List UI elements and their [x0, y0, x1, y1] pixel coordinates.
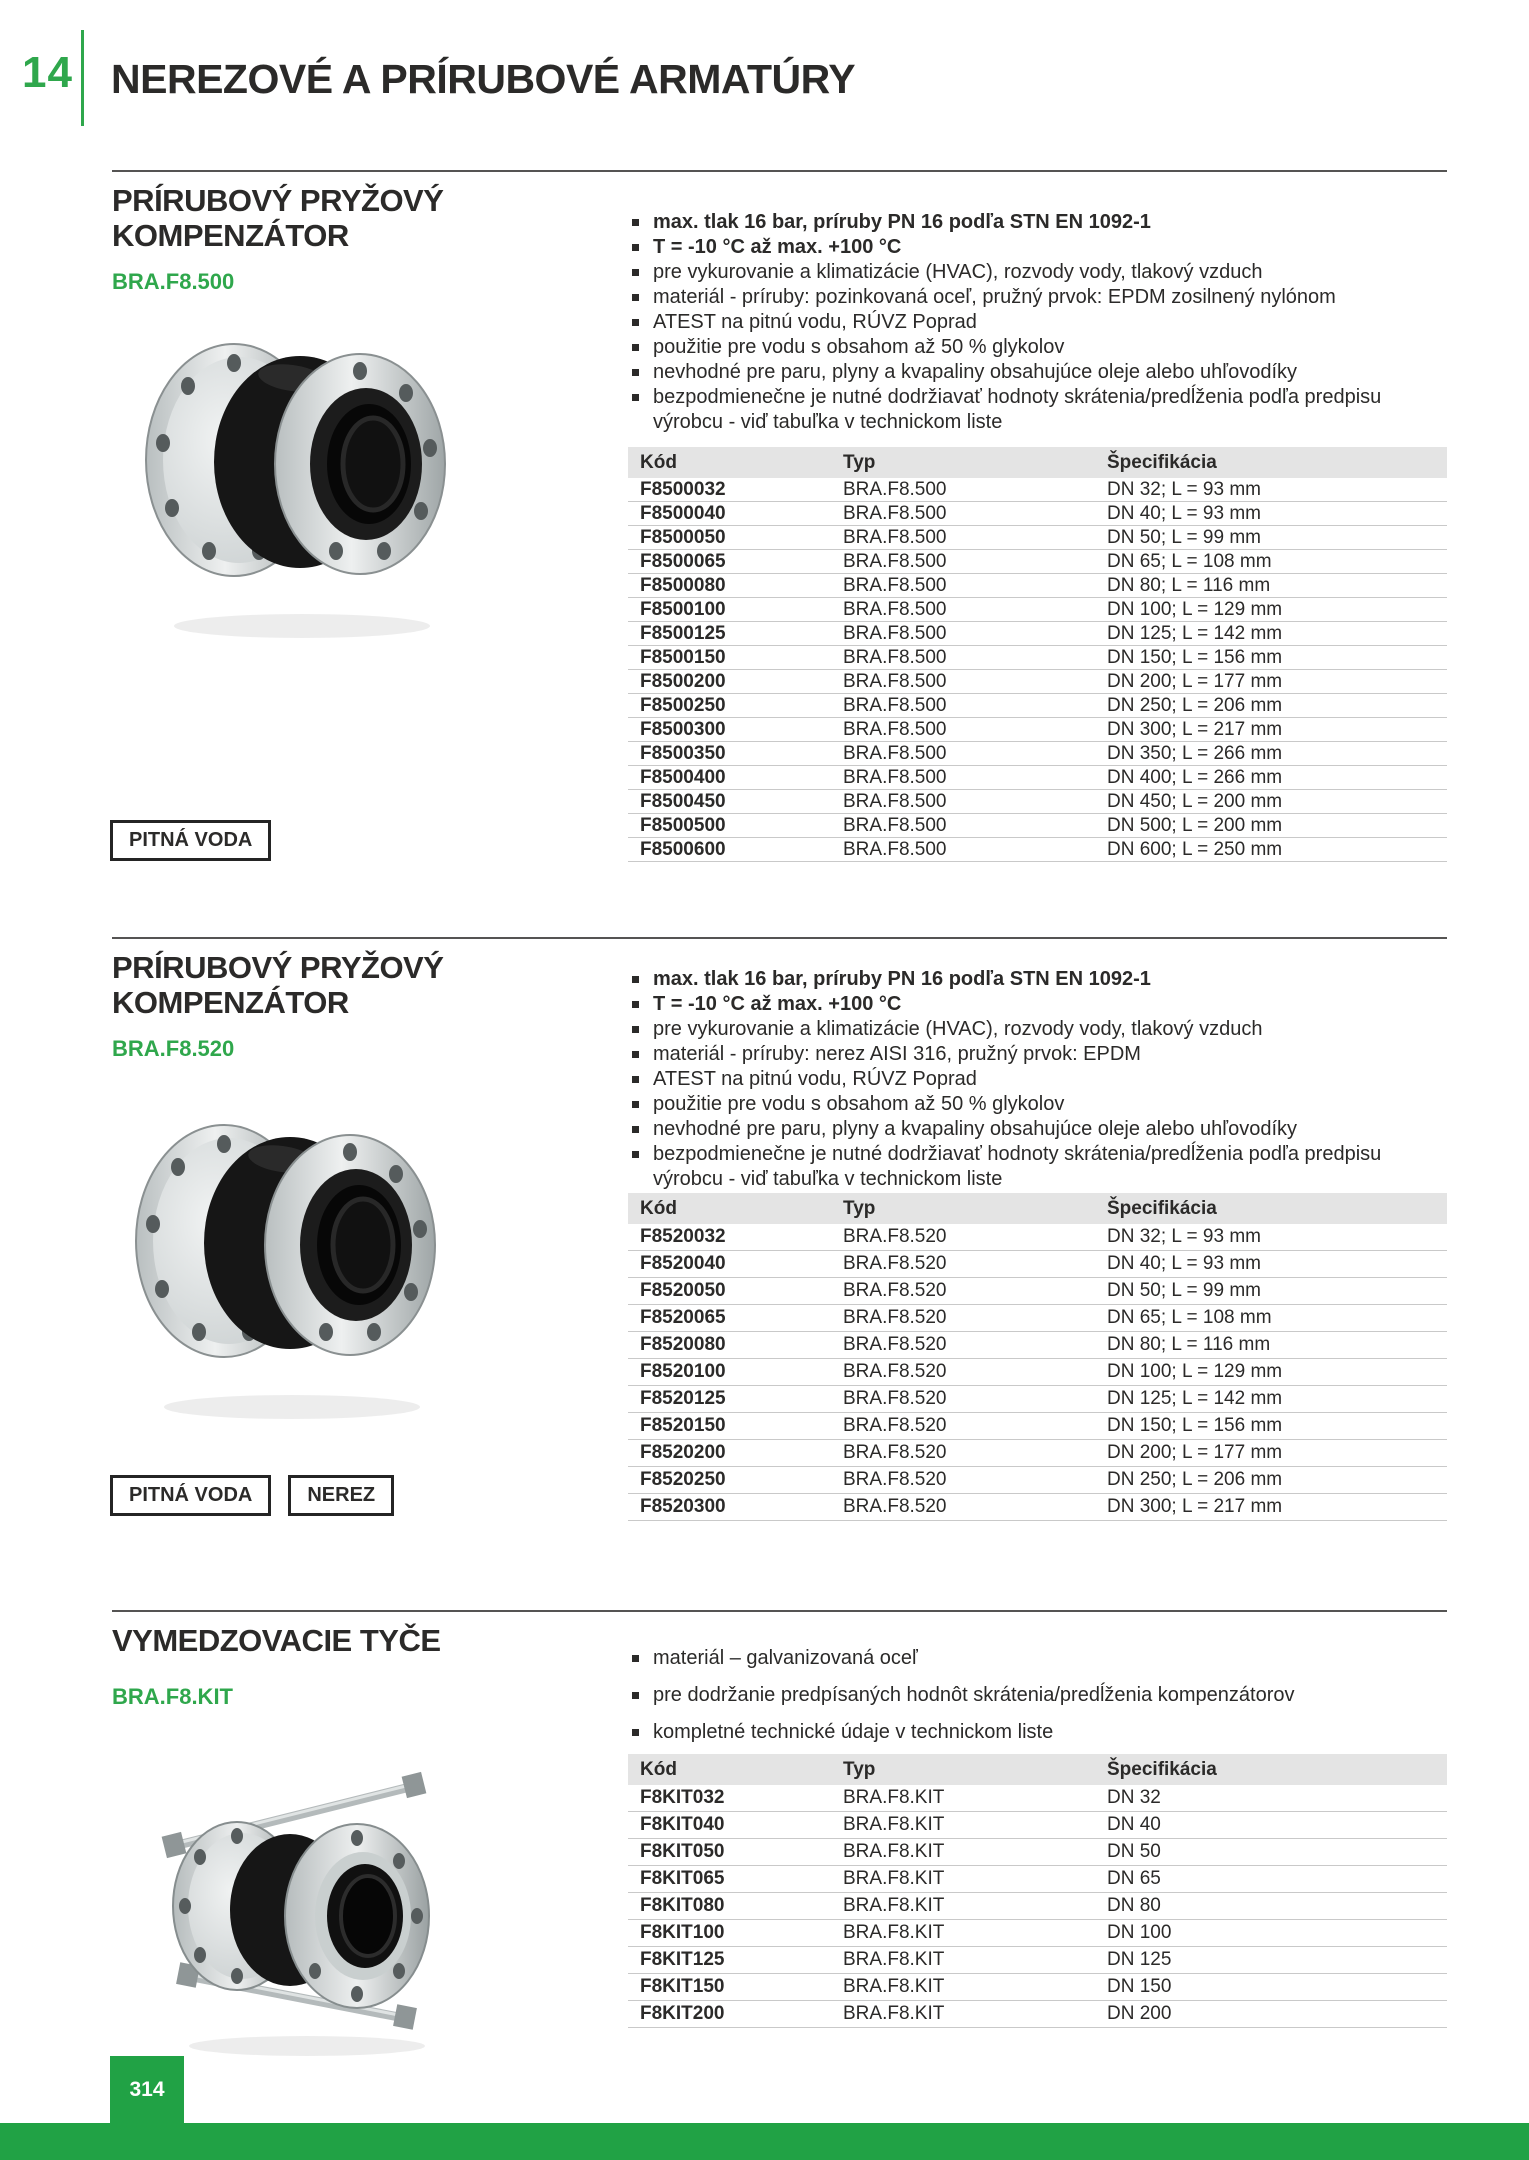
code-cell: F8520032	[628, 1224, 843, 1251]
column-header: Špecifikácia	[1107, 447, 1447, 478]
column-header: Kód	[628, 1193, 843, 1224]
type-cell: BRA.F8.KIT	[843, 1920, 1107, 1947]
code-cell: F8500250	[628, 694, 843, 718]
column-header: Kód	[628, 447, 843, 478]
code-cell: F8KIT125	[628, 1947, 843, 1974]
type-cell: BRA.F8.520	[843, 1305, 1107, 1332]
section-title	[112, 183, 443, 253]
bullet-item: materiál - príruby: pozinkovaná oceľ, pružný prvok: EPDM zosilnený nylónom	[630, 285, 1422, 310]
column-header: Špecifikácia	[1107, 1754, 1447, 1785]
code-cell: F8500065	[628, 550, 843, 574]
column-header: Špecifikácia	[1107, 1193, 1447, 1224]
table-row	[628, 1785, 1447, 1812]
table-row	[628, 1947, 1447, 1974]
bullet-item: pre vykurovanie a klimatizácie (HVAC), rozvody vody, tlakový vzduch	[630, 260, 1422, 285]
spec-cell: DN 500; L = 200 mm	[1107, 814, 1447, 838]
badge-pitná-voda: PITNÁ VODA	[110, 1475, 271, 1516]
product-table	[628, 1193, 1447, 1521]
code-cell: F8KIT100	[628, 1920, 843, 1947]
section-title-line2: KOMPENZÁTOR	[112, 218, 349, 253]
spec-cell: DN 450; L = 200 mm	[1107, 790, 1447, 814]
table-row	[628, 1332, 1447, 1359]
code-cell: F8500200	[628, 670, 843, 694]
spec-cell: DN 150; L = 156 mm	[1107, 1413, 1447, 1440]
code-cell: F8520065	[628, 1305, 843, 1332]
spec-cell: DN 250; L = 206 mm	[1107, 1467, 1447, 1494]
code-cell: F8500080	[628, 574, 843, 598]
product-code: BRA.F8.520	[112, 1036, 235, 1061]
table-row	[628, 790, 1447, 814]
code-cell: F8KIT150	[628, 1974, 843, 2001]
type-cell: BRA.F8.KIT	[843, 1974, 1107, 2001]
bullet-item: pre dodržanie predpísaných hodnôt skrátenia/predĺženia kompenzátorov	[630, 1683, 1422, 1708]
type-cell: BRA.F8.500	[843, 814, 1107, 838]
bullet-item: materiál – galvanizovaná oceľ	[630, 1646, 1422, 1671]
code-cell: F8500125	[628, 622, 843, 646]
table-row	[628, 718, 1447, 742]
code-cell: F8500450	[628, 790, 843, 814]
section-title-line1: VYMEDZOVACIE TYČE	[112, 1623, 441, 1658]
code-cell: F8KIT040	[628, 1812, 843, 1839]
bullet-item: ATEST na pitnú vodu, RÚVZ Poprad	[630, 1067, 1422, 1092]
table-row	[628, 670, 1447, 694]
code-cell: F8500350	[628, 742, 843, 766]
type-cell: BRA.F8.520	[843, 1467, 1107, 1494]
spec-cell: DN 32	[1107, 1785, 1447, 1812]
bullet-item: bezpodmienečne je nutné dodržiavať hodnoty skrátenia/predĺženia podľa predpisu výrobcu - viď tabuľka v technickom liste	[630, 385, 1422, 435]
section-divider	[112, 170, 1447, 172]
section-title	[112, 950, 443, 1020]
type-cell: BRA.F8.500	[843, 622, 1107, 646]
table-row	[628, 1278, 1447, 1305]
code-cell: F8500400	[628, 766, 843, 790]
table-header-row	[628, 1754, 1447, 1785]
code-cell: F8520100	[628, 1359, 843, 1386]
code-cell: F8520150	[628, 1413, 843, 1440]
product-photo-limit-rod-kit	[152, 1728, 462, 2058]
spec-cell: DN 100; L = 129 mm	[1107, 598, 1447, 622]
code-cell: F8520080	[628, 1332, 843, 1359]
badge-row	[110, 1475, 394, 1516]
type-cell: BRA.F8.500	[843, 550, 1107, 574]
badge-nerez: NEREZ	[288, 1475, 394, 1516]
bullet-item: kompletné technické údaje v technickom liste	[630, 1720, 1422, 1745]
type-cell: BRA.F8.500	[843, 742, 1107, 766]
table-row	[628, 1440, 1447, 1467]
bullet-item: T = -10 °C až max. +100 °C	[630, 992, 1422, 1017]
table-row	[628, 1812, 1447, 1839]
type-cell: BRA.F8.500	[843, 478, 1107, 502]
spec-cell: DN 50; L = 99 mm	[1107, 1278, 1447, 1305]
type-cell: BRA.F8.520	[843, 1332, 1107, 1359]
spec-cell: DN 32; L = 93 mm	[1107, 478, 1447, 502]
spec-cell: DN 50	[1107, 1839, 1447, 1866]
spec-cell: DN 125; L = 142 mm	[1107, 622, 1447, 646]
table-row	[628, 1866, 1447, 1893]
table-row	[628, 526, 1447, 550]
bullet-item: max. tlak 16 bar, príruby PN 16 podľa STN EN 1092-1	[630, 967, 1422, 992]
spec-cell: DN 40	[1107, 1812, 1447, 1839]
bullet-item: ATEST na pitnú vodu, RÚVZ Poprad	[630, 310, 1422, 335]
spec-cell: DN 65; L = 108 mm	[1107, 550, 1447, 574]
feature-bullet-list	[630, 967, 1422, 1192]
type-cell: BRA.F8.500	[843, 694, 1107, 718]
code-cell: F8520300	[628, 1494, 843, 1521]
table-row	[628, 694, 1447, 718]
code-cell: F8520050	[628, 1278, 843, 1305]
section-divider	[112, 937, 1447, 939]
type-cell: BRA.F8.520	[843, 1413, 1107, 1440]
spec-cell: DN 300; L = 217 mm	[1107, 1494, 1447, 1521]
spec-cell: DN 150	[1107, 1974, 1447, 2001]
table-row	[628, 646, 1447, 670]
type-cell: BRA.F8.500	[843, 790, 1107, 814]
section-title-line1: PRÍRUBOVÝ PRYŽOVÝ	[112, 183, 444, 218]
bullet-item: max. tlak 16 bar, príruby PN 16 podľa STN EN 1092-1	[630, 210, 1422, 235]
product-table	[628, 1754, 1447, 2028]
spec-cell: DN 100; L = 129 mm	[1107, 1359, 1447, 1386]
chapter-title: NEREZOVÉ A PRÍRUBOVÉ ARMATÚRY	[111, 56, 856, 102]
spec-cell: DN 150; L = 156 mm	[1107, 646, 1447, 670]
bullet-item: použitie pre vodu s obsahom až 50 % glykolov	[630, 1092, 1422, 1117]
spec-cell: DN 350; L = 266 mm	[1107, 742, 1447, 766]
spec-cell: DN 200; L = 177 mm	[1107, 1440, 1447, 1467]
column-header: Typ	[843, 1754, 1107, 1785]
type-cell: BRA.F8.520	[843, 1359, 1107, 1386]
code-cell: F8500040	[628, 502, 843, 526]
page-number-tab: 314	[110, 2056, 184, 2124]
bullet-item: nevhodné pre paru, plyny a kvapaliny obsahujúce oleje alebo uhľovodíky	[630, 1117, 1422, 1142]
feature-bullet-list	[630, 210, 1422, 435]
spec-cell: DN 200	[1107, 2001, 1447, 2028]
code-cell: F8500050	[628, 526, 843, 550]
table-row	[628, 742, 1447, 766]
type-cell: BRA.F8.520	[843, 1224, 1107, 1251]
bullet-item: pre vykurovanie a klimatizácie (HVAC), rozvody vody, tlakový vzduch	[630, 1017, 1422, 1042]
type-cell: BRA.F8.KIT	[843, 1947, 1107, 1974]
product-table	[628, 447, 1447, 862]
type-cell: BRA.F8.KIT	[843, 1839, 1107, 1866]
type-cell: BRA.F8.500	[843, 526, 1107, 550]
table-row	[628, 550, 1447, 574]
type-cell: BRA.F8.500	[843, 718, 1107, 742]
spec-cell: DN 80	[1107, 1893, 1447, 1920]
spec-cell: DN 40; L = 93 mm	[1107, 502, 1447, 526]
product-section-bra-f8-500	[0, 170, 1529, 890]
code-cell: F8500500	[628, 814, 843, 838]
spec-cell: DN 100	[1107, 1920, 1447, 1947]
code-cell: F8KIT065	[628, 1866, 843, 1893]
spec-cell: DN 50; L = 99 mm	[1107, 526, 1447, 550]
table-row	[628, 1893, 1447, 1920]
spec-cell: DN 300; L = 217 mm	[1107, 718, 1447, 742]
type-cell: BRA.F8.KIT	[843, 1812, 1107, 1839]
table-row	[628, 502, 1447, 526]
code-cell: F8520125	[628, 1386, 843, 1413]
table-row	[628, 1386, 1447, 1413]
section-title-line2: KOMPENZÁTOR	[112, 985, 349, 1020]
table-row	[628, 574, 1447, 598]
type-cell: BRA.F8.500	[843, 598, 1107, 622]
spec-cell: DN 250; L = 206 mm	[1107, 694, 1447, 718]
type-cell: BRA.F8.520	[843, 1494, 1107, 1521]
table-row	[628, 1305, 1447, 1332]
code-cell: F8KIT032	[628, 1785, 843, 1812]
table-row	[628, 598, 1447, 622]
type-cell: BRA.F8.500	[843, 670, 1107, 694]
table-row	[628, 478, 1447, 502]
code-cell: F8500300	[628, 718, 843, 742]
type-cell: BRA.F8.520	[843, 1440, 1107, 1467]
product-section-bra-f8-520	[0, 937, 1529, 1577]
type-cell: BRA.F8.KIT	[843, 2001, 1107, 2028]
spec-cell: DN 65	[1107, 1866, 1447, 1893]
code-cell: F8520250	[628, 1467, 843, 1494]
bullet-item: bezpodmienečne je nutné dodržiavať hodnoty skrátenia/predĺženia podľa predpisu výrobcu - viď tabuľka v technickom liste	[630, 1142, 1422, 1192]
footer-band	[0, 2123, 1529, 2160]
table-row	[628, 1359, 1447, 1386]
code-cell: F8500150	[628, 646, 843, 670]
section-title-line1: PRÍRUBOVÝ PRYŽOVÝ	[112, 950, 444, 985]
product-photo-compensator	[132, 1073, 452, 1423]
table-row	[628, 766, 1447, 790]
spec-cell: DN 400; L = 266 mm	[1107, 766, 1447, 790]
badge-pitná-voda: PITNÁ VODA	[110, 820, 271, 861]
product-code: BRA.F8.KIT	[112, 1684, 233, 1709]
table-row	[628, 2001, 1447, 2028]
type-cell: BRA.F8.KIT	[843, 1893, 1107, 1920]
type-cell: BRA.F8.500	[843, 574, 1107, 598]
chapter-divider-line	[81, 30, 84, 126]
code-cell: F8500032	[628, 478, 843, 502]
type-cell: BRA.F8.520	[843, 1278, 1107, 1305]
table-row	[628, 1413, 1447, 1440]
type-cell: BRA.F8.500	[843, 502, 1107, 526]
section-divider	[112, 1610, 1447, 1612]
table-row	[628, 622, 1447, 646]
type-cell: BRA.F8.KIT	[843, 1785, 1107, 1812]
section-title	[112, 1623, 441, 1658]
column-header: Typ	[843, 447, 1107, 478]
code-cell: F8520040	[628, 1251, 843, 1278]
spec-cell: DN 200; L = 177 mm	[1107, 670, 1447, 694]
code-cell: F8520200	[628, 1440, 843, 1467]
code-cell: F8KIT080	[628, 1893, 843, 1920]
badge-row	[110, 820, 271, 861]
table-header-row	[628, 1193, 1447, 1224]
type-cell: BRA.F8.500	[843, 646, 1107, 670]
column-header: Typ	[843, 1193, 1107, 1224]
spec-cell: DN 125; L = 142 mm	[1107, 1386, 1447, 1413]
code-cell: F8500600	[628, 838, 843, 862]
type-cell: BRA.F8.500	[843, 838, 1107, 862]
bullet-item: T = -10 °C až max. +100 °C	[630, 235, 1422, 260]
spec-cell: DN 40; L = 93 mm	[1107, 1251, 1447, 1278]
feature-bullet-list	[630, 1646, 1422, 1757]
chapter-number: 14	[22, 48, 73, 97]
bullet-item: použitie pre vodu s obsahom až 50 % glykolov	[630, 335, 1422, 360]
type-cell: BRA.F8.500	[843, 766, 1107, 790]
product-code: BRA.F8.500	[112, 269, 235, 294]
type-cell: BRA.F8.KIT	[843, 1866, 1107, 1893]
code-cell: F8500100	[628, 598, 843, 622]
spec-cell: DN 600; L = 250 mm	[1107, 838, 1447, 862]
type-cell: BRA.F8.520	[843, 1386, 1107, 1413]
code-cell: F8KIT050	[628, 1839, 843, 1866]
table-row	[628, 1251, 1447, 1278]
table-row	[628, 814, 1447, 838]
spec-cell: DN 80; L = 116 mm	[1107, 574, 1447, 598]
column-header: Kód	[628, 1754, 843, 1785]
table-row	[628, 838, 1447, 862]
table-row	[628, 1224, 1447, 1251]
bullet-item: materiál - príruby: nerez AISI 316, pružný prvok: EPDM	[630, 1042, 1422, 1067]
product-section-bra-f8-kit	[0, 1610, 1529, 2080]
code-cell: F8KIT200	[628, 2001, 843, 2028]
spec-cell: DN 125	[1107, 1947, 1447, 1974]
product-photo-compensator	[142, 292, 462, 642]
table-row	[628, 1920, 1447, 1947]
spec-cell: DN 65; L = 108 mm	[1107, 1305, 1447, 1332]
table-row	[628, 1494, 1447, 1521]
table-row	[628, 1974, 1447, 2001]
spec-cell: DN 32; L = 93 mm	[1107, 1224, 1447, 1251]
spec-cell: DN 80; L = 116 mm	[1107, 1332, 1447, 1359]
bullet-item: nevhodné pre paru, plyny a kvapaliny obsahujúce oleje alebo uhľovodíky	[630, 360, 1422, 385]
table-row	[628, 1839, 1447, 1866]
type-cell: BRA.F8.520	[843, 1251, 1107, 1278]
table-row	[628, 1467, 1447, 1494]
table-header-row	[628, 447, 1447, 478]
